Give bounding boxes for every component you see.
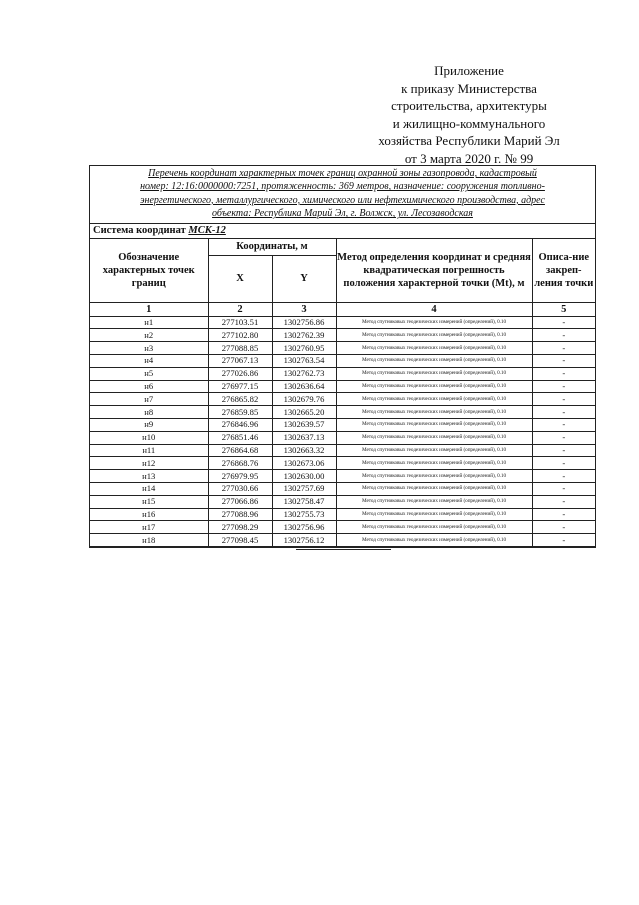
end-line xyxy=(296,549,391,550)
coord-y-cell: 1302756.86 xyxy=(272,316,336,329)
point-id-cell: н1 xyxy=(90,316,208,329)
description-cell: - xyxy=(532,457,595,470)
coord-y-cell: 1302630.00 xyxy=(272,470,336,483)
table-row xyxy=(90,482,595,495)
coord-y-cell: 1302756.96 xyxy=(272,521,336,534)
point-id-cell: н9 xyxy=(90,419,208,432)
description-cell: - xyxy=(532,470,595,483)
header-y: Y xyxy=(272,255,336,302)
description-cell: - xyxy=(532,482,595,495)
method-cell: Метод спутниковых геодезических измерений (определений), 0.10 xyxy=(336,393,532,406)
coordinate-system-row xyxy=(90,224,595,239)
header-line: и жилищно-коммунального xyxy=(392,115,546,131)
coord-y-cell: 1302758.47 xyxy=(272,495,336,508)
description-cell: - xyxy=(532,329,595,342)
method-cell: Метод спутниковых геодезических измерений (определений), 0.10 xyxy=(336,380,532,393)
header-coordinates: Координаты, м xyxy=(208,238,336,255)
coord-y-cell: 1302673.06 xyxy=(272,457,336,470)
table-row xyxy=(90,534,595,547)
coord-x-cell: 276977.15 xyxy=(208,380,272,393)
method-cell: Метод спутниковых геодезических измерений (определений), 0.10 xyxy=(336,444,532,457)
table-row xyxy=(90,355,595,368)
coord-x-cell: 276859.85 xyxy=(208,406,272,419)
coord-x-cell: 277098.45 xyxy=(208,534,272,547)
description-cell: - xyxy=(532,534,595,547)
coord-y-cell: 1302755.73 xyxy=(272,508,336,521)
column-number: 3 xyxy=(272,302,336,316)
description-cell: - xyxy=(532,508,595,521)
method-cell: Метод спутниковых геодезических измерений (определений), 0.10 xyxy=(336,508,532,521)
coord-x-cell: 276865.82 xyxy=(208,393,272,406)
caption-text: объекта: Республика Марий Эл, г. Волжск, ул. Лесозаводская xyxy=(212,208,473,220)
caption-line xyxy=(94,180,591,193)
point-id-cell: н14 xyxy=(90,482,208,495)
header-line: строительства, архитектуры xyxy=(391,98,547,113)
coord-y-cell: 1302756.12 xyxy=(272,534,336,547)
description-cell: - xyxy=(532,419,595,432)
coord-y-cell: 1302762.73 xyxy=(272,367,336,380)
point-id-cell: н8 xyxy=(90,406,208,419)
table-caption xyxy=(90,166,595,224)
coord-x-cell: 276864.68 xyxy=(208,444,272,457)
coord-x-cell: 276846.96 xyxy=(208,419,272,432)
table-row xyxy=(90,495,595,508)
coord-x-cell: 277102.80 xyxy=(208,329,272,342)
header-point-designation: Обозначение характерных точек границ xyxy=(90,238,208,302)
caption-line xyxy=(94,207,591,220)
caption-text: номер: 12:16:0000000:7251, протяженность: 369 метров, назначение: сооружения топливно- xyxy=(140,181,545,193)
method-cell: Метод спутниковых геодезических измерений (определений), 0.10 xyxy=(336,470,532,483)
table-body xyxy=(90,316,595,546)
caption-text: Перечень координат характерных точек границ охранной зоны газопровода, кадастровый xyxy=(148,168,537,179)
header-row xyxy=(90,238,595,255)
point-id-cell: н5 xyxy=(90,367,208,380)
description-cell: - xyxy=(532,431,595,444)
table-row xyxy=(90,508,595,521)
coord-x-cell: 277088.85 xyxy=(208,342,272,355)
table-row xyxy=(90,457,595,470)
table-row xyxy=(90,367,595,380)
caption-line xyxy=(94,167,591,180)
coord-y-cell: 1302679.76 xyxy=(272,393,336,406)
table-row xyxy=(90,342,595,355)
point-id-cell: н3 xyxy=(90,342,208,355)
header-method: Метод определения координат и средняя квадратическая погрешность положения характерной точки (Mt), м xyxy=(336,238,532,302)
coord-y-cell: 1302663.32 xyxy=(272,444,336,457)
point-id-cell: н10 xyxy=(90,431,208,444)
description-cell: - xyxy=(532,367,595,380)
description-cell: - xyxy=(532,380,595,393)
column-numbers-row xyxy=(90,302,595,316)
coord-y-cell: 1302762.39 xyxy=(272,329,336,342)
coord-x-cell: 277067.13 xyxy=(208,355,272,368)
column-number: 1 xyxy=(90,302,208,316)
header-x: X xyxy=(208,255,272,302)
coord-y-cell: 1302763.54 xyxy=(272,355,336,368)
header-line: хозяйства Республики Марий Эл xyxy=(378,133,560,148)
coordinate-system-name: МСК-12 xyxy=(188,225,226,237)
table-row xyxy=(90,329,595,342)
coord-y-cell: 1302760.95 xyxy=(272,342,336,355)
method-cell: Метод спутниковых геодезических измерений (определений), 0.10 xyxy=(336,329,532,342)
point-id-cell: н16 xyxy=(90,508,208,521)
coord-x-cell: 276979.95 xyxy=(208,470,272,483)
caption-text: энергетического, металлургического, химического или нефтехимического производства, адрес xyxy=(140,194,545,206)
point-id-cell: н4 xyxy=(90,355,208,368)
method-cell: Метод спутниковых геодезических измерений (определений), 0.10 xyxy=(336,534,532,547)
coordinates-document-frame xyxy=(89,165,596,548)
caption-line xyxy=(94,194,591,207)
column-number: 2 xyxy=(208,302,272,316)
coord-x-cell: 277098.29 xyxy=(208,521,272,534)
method-cell: Метод спутниковых геодезических измерений (определений), 0.10 xyxy=(336,419,532,432)
method-cell: Метод спутниковых геодезических измерений (определений), 0.10 xyxy=(336,316,532,329)
coord-x-cell: 276851.46 xyxy=(208,431,272,444)
description-cell: - xyxy=(532,342,595,355)
table-row xyxy=(90,406,595,419)
description-cell: - xyxy=(532,355,595,368)
method-cell: Метод спутниковых геодезических измерений (определений), 0.10 xyxy=(336,342,532,355)
coord-y-cell: 1302636.64 xyxy=(272,380,336,393)
table-row xyxy=(90,316,595,329)
point-id-cell: н17 xyxy=(90,521,208,534)
coord-y-cell: 1302637.13 xyxy=(272,431,336,444)
method-cell: Метод спутниковых геодезических измерений (определений), 0.10 xyxy=(336,367,532,380)
point-id-cell: н18 xyxy=(90,534,208,547)
description-cell: - xyxy=(532,393,595,406)
table-row xyxy=(90,419,595,432)
header-line: от 3 марта 2020 г. № 99 xyxy=(404,150,534,166)
table-row xyxy=(90,521,595,534)
method-cell: Метод спутниковых геодезических измерений (определений), 0.10 xyxy=(336,457,532,470)
description-cell: - xyxy=(532,316,595,329)
method-cell: Метод спутниковых геодезических измерений (определений), 0.10 xyxy=(336,355,532,368)
point-id-cell: н6 xyxy=(90,380,208,393)
method-cell: Метод спутниковых геодезических измерений (определений), 0.10 xyxy=(336,482,532,495)
coord-x-cell: 277026.86 xyxy=(208,367,272,380)
coord-x-cell: 277030.66 xyxy=(208,482,272,495)
description-cell: - xyxy=(532,406,595,419)
table-row xyxy=(90,393,595,406)
coordinates-table xyxy=(90,224,595,547)
header-line: Приложение xyxy=(434,63,504,78)
point-id-cell: н15 xyxy=(90,495,208,508)
coord-y-cell: 1302665.20 xyxy=(272,406,336,419)
coordinate-system-cell xyxy=(90,224,595,239)
description-cell: - xyxy=(532,444,595,457)
appendix-header xyxy=(349,62,589,167)
table-row xyxy=(90,470,595,483)
coord-x-cell: 277066.86 xyxy=(208,495,272,508)
description-cell: - xyxy=(532,521,595,534)
point-id-cell: н13 xyxy=(90,470,208,483)
method-cell: Метод спутниковых геодезических измерений (определений), 0.10 xyxy=(336,495,532,508)
header-description: Описа-ние закреп-ления точки xyxy=(532,238,595,302)
coord-x-cell: 277088.96 xyxy=(208,508,272,521)
method-cell: Метод спутниковых геодезических измерений (определений), 0.10 xyxy=(336,406,532,419)
method-cell: Метод спутниковых геодезических измерений (определений), 0.10 xyxy=(336,521,532,534)
coordinate-system-label: Система координат xyxy=(93,225,186,237)
point-id-cell: н2 xyxy=(90,329,208,342)
header-line: к приказу Министерства xyxy=(401,80,537,96)
method-cell: Метод спутниковых геодезических измерений (определений), 0.10 xyxy=(336,431,532,444)
coord-y-cell: 1302639.57 xyxy=(272,419,336,432)
description-cell: - xyxy=(532,495,595,508)
coord-y-cell: 1302757.69 xyxy=(272,482,336,495)
point-id-cell: н11 xyxy=(90,444,208,457)
table-row xyxy=(90,431,595,444)
point-id-cell: н12 xyxy=(90,457,208,470)
coord-x-cell: 277103.51 xyxy=(208,316,272,329)
coord-x-cell: 276868.76 xyxy=(208,457,272,470)
column-number: 4 xyxy=(336,302,532,316)
table-row xyxy=(90,380,595,393)
table-row xyxy=(90,444,595,457)
point-id-cell: н7 xyxy=(90,393,208,406)
column-number: 5 xyxy=(532,302,595,316)
